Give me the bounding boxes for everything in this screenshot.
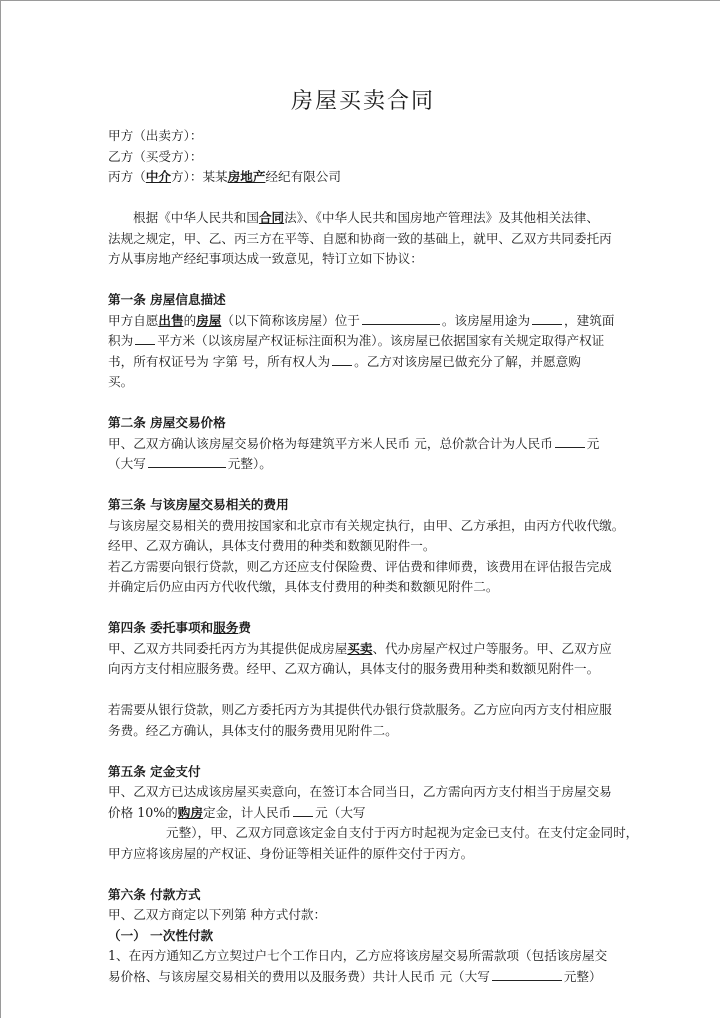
document-title: 房屋买卖合同 <box>290 89 435 114</box>
preamble-text: 法》、《中华人民共和国房地产管理法》及其他相关法律、 <box>284 210 599 225</box>
document-page <box>108 88 639 987</box>
party-c-company-rest: 经纪有限公司 <box>265 169 341 184</box>
owner-blank[interactable] <box>332 353 352 366</box>
art1-text: （以下简称该房屋）位于 <box>221 312 360 328</box>
art4-text: 甲、乙双方共同委托丙方为其提供促成房屋 <box>108 640 348 656</box>
party-c-suffix: 方）：某某 <box>170 169 228 184</box>
art1-text: 平方米（以该房屋产权证标注面积为准）。该房屋已依据国家有关规定取得产权证 <box>157 333 605 348</box>
preamble-line-1 <box>108 208 618 229</box>
art1-text: 甲方自愿 <box>108 312 159 328</box>
art1-text: 。乙方对该房屋已做充分了解，并愿意购 <box>354 353 581 369</box>
art1-text: 的 <box>183 312 197 328</box>
usage-blank[interactable] <box>532 312 562 325</box>
art4-trade-word: 买卖 <box>347 640 373 656</box>
article-1-line-1 <box>108 311 618 332</box>
area-blank[interactable] <box>135 332 155 345</box>
art1-text: 书，所有权证号为 字第 号，所有权人为 <box>108 353 331 369</box>
article-1-line-4: 买。 <box>108 374 134 389</box>
article-2-line-1 <box>108 434 618 455</box>
art4-service-word: 服务 <box>213 620 239 635</box>
art1-text: 积为 <box>108 333 134 348</box>
art1-text: ，建筑面 <box>564 312 615 328</box>
deposit-blank[interactable] <box>293 804 313 817</box>
article-4-line-4: 务费。经乙方确认，具体支付的服务费用见附件二。 <box>108 722 398 738</box>
total-price-words-blank[interactable] <box>148 455 226 468</box>
article-5-heading: 第五条 定金支付 <box>108 763 201 779</box>
art1-house-word: 房屋 <box>196 312 222 328</box>
art2-text: （大写 <box>108 456 146 471</box>
article-6-line-3 <box>108 967 618 988</box>
total-price-blank[interactable] <box>555 435 585 448</box>
article-3-heading: 第三条 与该房屋交易相关的费用 <box>108 497 289 512</box>
party-a-line: 甲方（出卖方）： <box>108 128 203 143</box>
page-edge-top <box>0 0 720 1</box>
article-3-line-4: 并确定后仍应由丙方代收代缴，具体支付费用的种类和数额见附件二。 <box>108 579 499 594</box>
article-6-subheading: （一） 一次性付款 <box>108 927 214 943</box>
article-6-line-1: 甲、乙双方商定以下列第 种方式付款： <box>108 907 327 922</box>
article-1-line-3 <box>108 352 618 373</box>
art4-head-text: 费 <box>238 620 251 635</box>
location-blank[interactable] <box>362 312 440 325</box>
preamble-line-2: 法规之规定，甲、乙、丙三方在平等、自愿和协商一致的基础上，就甲、乙双方共同委托丙 <box>108 230 612 246</box>
article-2-line-2 <box>108 454 618 475</box>
art2-text: 元 <box>586 435 600 451</box>
payment-words-blank[interactable] <box>492 968 562 981</box>
article-6-line-2: 1、在丙方通知乙方立契过户七个工作日内，乙方应将该房屋交易所需款项（包括该房屋交 <box>108 948 608 963</box>
article-3-line-3: 若乙方需要向银行贷款，则乙方还应支付保险费、评估费和律师费，该费用在评估报告完成 <box>108 558 612 574</box>
art2-text: 元整）。 <box>227 456 272 471</box>
article-3-line-2: 经甲、乙双方确认，具体支付费用的种类和数额见附件一。 <box>108 538 436 553</box>
art4-text: 、代办房屋产权过户等服务。甲、乙双方应 <box>372 640 612 656</box>
page-edge-left <box>0 0 1 1018</box>
article-6-heading: 第六条 付款方式 <box>108 886 201 902</box>
party-c-line <box>108 167 618 188</box>
preamble-line-3: 方从事房地产经纪事项达成一致意见，特订立如下协议： <box>108 251 423 266</box>
preamble-contract-word: 合同 <box>258 210 285 225</box>
article-4-line-1 <box>108 639 618 660</box>
article-4-line-3: 若需要从银行贷款，则乙方委托丙方为其提供代办银行贷款服务。乙方应向丙方支付相应服 <box>108 702 612 717</box>
party-b-line: 乙方（买受方）： <box>108 148 203 164</box>
article-5-line-4: 甲方应将该房屋的产权证、身份证等相关证件的原件交付于丙方。 <box>108 845 474 861</box>
art5-text: 定金，计人民币 <box>202 804 292 820</box>
article-1-heading: 第一条 房屋信息描述 <box>108 292 226 307</box>
article-1-line-2 <box>108 331 618 352</box>
art6-text: 易价格、与该房屋交易相关的费用以及服务费）共计人民币 元（大写 <box>108 968 490 984</box>
article-2-heading: 第二条 房屋交易价格 <box>108 415 226 430</box>
art5-purchase-word: 购房 <box>177 804 203 820</box>
party-c-company-underlined: 房地产 <box>227 169 266 184</box>
art2-text: 甲、乙双方确认该房屋交易价格为每建筑平方米人民币 元，总价款合计为人民币 <box>108 435 553 451</box>
article-4-heading <box>108 618 618 639</box>
preamble-text: 根据《中华人民共和国 <box>133 210 259 225</box>
article-5-line-3: 元整），甲、乙双方同意该定金自支付于丙方时起视为定金已支付。在支付定金同时， <box>166 825 639 840</box>
art1-sell-word: 出售 <box>158 312 184 328</box>
article-5-line-1: 甲、乙双方已达成该房屋买卖意向，在签订本合同当日，乙方需向丙方支付相当于房屋交易 <box>108 784 612 799</box>
art5-text: 价格 10%的 <box>108 804 178 820</box>
art1-text: 。该房屋用途为 <box>441 312 531 328</box>
art5-text: 元（大写 <box>315 804 366 820</box>
art6-text: 元整） <box>563 968 602 984</box>
art4-head-text: 第四条 委托事项和 <box>108 620 214 635</box>
article-3-line-1: 与该房屋交易相关的费用按国家和北京市有关规定执行，由甲、乙方承担，由丙方代收代缴。 <box>108 517 625 533</box>
article-5-line-2 <box>108 803 618 824</box>
party-c-prefix: 丙方（ <box>108 169 146 184</box>
party-c-role: 中介 <box>145 169 171 184</box>
article-4-line-2: 向丙方支付相应服务费。经甲、乙双方确认，具体支付的服务费用种类和数额见附件一。 <box>108 661 600 676</box>
